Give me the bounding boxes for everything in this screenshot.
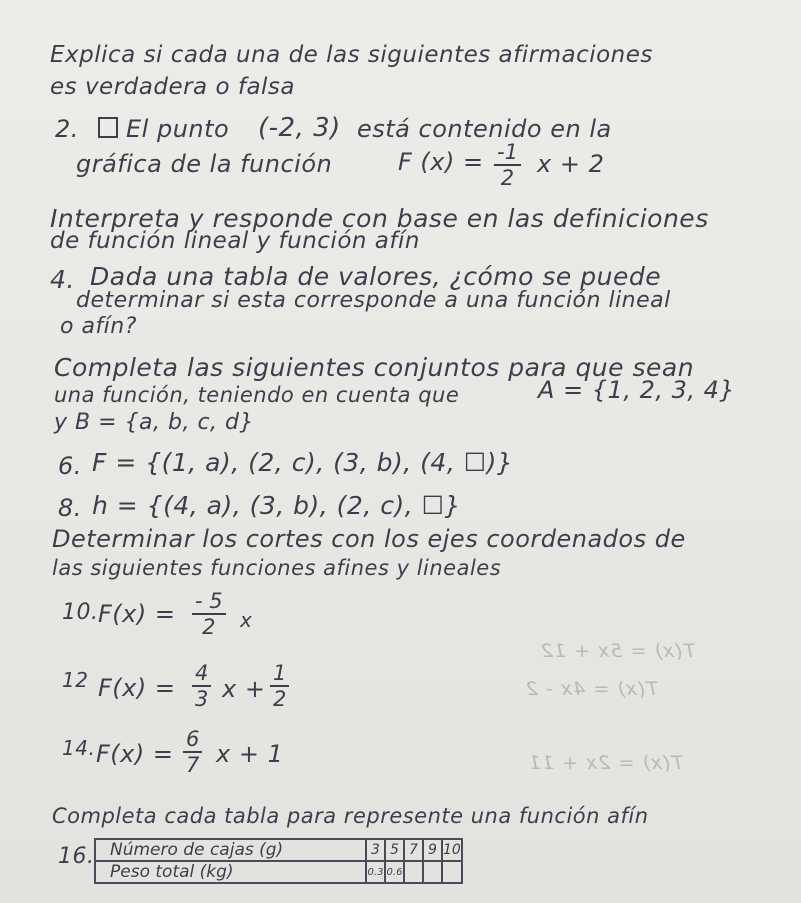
q10-fraction-den: 2 xyxy=(202,615,216,640)
q10-tail: x xyxy=(240,608,253,632)
q16-cell[interactable]: 3 xyxy=(366,839,385,861)
q12-lhs: F(x) = xyxy=(98,674,176,702)
q6-expression: F = {(1, a), (2, c), (3, b), (4, ☐)} xyxy=(92,448,514,477)
intro-line-1: Explica si cada una de las siguientes afirmaciones xyxy=(50,42,653,68)
q12-number: 12 xyxy=(62,668,89,692)
q2-fraction-den: 2 xyxy=(500,166,515,191)
q16-cell[interactable]: 10 xyxy=(442,839,462,861)
section3-line-1: Completa las siguientes conjuntos para que sean xyxy=(54,353,695,382)
q14-number: 14. xyxy=(62,736,96,760)
q14-tail: x + 1 xyxy=(216,740,284,768)
q12-fraction-1-den: 3 xyxy=(195,687,209,712)
q10-number: 10. xyxy=(62,600,99,625)
set-b: y B = {a, b, c, d} xyxy=(54,410,254,435)
q16-cell[interactable] xyxy=(442,861,462,883)
intro-line-2: es verdadera o falsa xyxy=(50,74,296,100)
q16-cell[interactable]: 7 xyxy=(404,839,423,861)
q2-fraction-num: -1 xyxy=(497,140,518,164)
q16-cell[interactable] xyxy=(423,861,442,883)
q8-expression: h = {(4, a), (3, b), (2, c), ☐} xyxy=(92,491,461,520)
q2-text-a: El punto xyxy=(126,115,230,143)
q2-fraction xyxy=(494,141,521,189)
q4-line-3: o afín? xyxy=(60,314,137,339)
q2-number: 2. xyxy=(55,115,79,143)
set-a: A = {1, 2, 3, 4} xyxy=(538,376,736,404)
q12-mid: x + xyxy=(222,675,266,703)
q2-tail: x + 2 xyxy=(537,150,605,178)
bleed-through-text: T(x) = 4x - 2 xyxy=(525,678,659,700)
q4-line-2: determinar si esta corresponde a una función lineal xyxy=(76,288,671,313)
bleed-through-text: T(x) = 5x + 12 xyxy=(540,640,696,662)
q2-text-b: está contenido en la xyxy=(357,115,612,143)
q16-cell[interactable] xyxy=(404,861,423,883)
q16-cell[interactable]: 0.6 xyxy=(385,861,404,883)
table-row xyxy=(95,861,462,883)
section4-line-2: las siguientes funciones afines y lineales xyxy=(52,556,502,580)
q4-line-1: Dada una tabla de valores, ¿cómo se puede xyxy=(90,262,662,291)
q10-lhs: F(x) = xyxy=(98,600,176,628)
q16-cell[interactable]: 0.3 xyxy=(366,861,385,883)
q10-fraction xyxy=(192,590,226,638)
section5-heading: Completa cada tabla para represente una función afín xyxy=(52,804,649,828)
q16-row2-label: Peso total (kg) xyxy=(95,861,366,883)
q8-number: 8. xyxy=(58,494,82,522)
q14-fraction-den: 7 xyxy=(186,753,200,778)
section2-line-2: de función lineal y función afín xyxy=(50,228,420,254)
q12-fraction-2 xyxy=(270,662,289,710)
q2-function: F (x) = xyxy=(398,148,484,176)
q12-fraction-2-num: 1 xyxy=(273,661,287,685)
q14-fraction-num: 6 xyxy=(186,727,200,751)
q14-fraction xyxy=(183,728,202,776)
q2-text-c: gráfica de la función xyxy=(76,150,333,178)
q16-number: 16. xyxy=(58,844,95,869)
q12-fraction-2-den: 2 xyxy=(273,687,287,712)
q16-row1-label: Número de cajas (g) xyxy=(95,839,366,861)
q12-fraction-1 xyxy=(192,662,211,710)
q10-fraction-num: - 5 xyxy=(195,589,223,613)
q14-lhs: F(x) = xyxy=(96,740,174,768)
q4-number: 4. xyxy=(50,265,75,294)
section3-line-2: una función, teniendo en cuenta que xyxy=(54,383,460,407)
bleed-through-text: T(x) = 2x + 11 xyxy=(528,752,684,774)
section2-line-1: Interpreta y responde con base en las definiciones xyxy=(50,204,709,233)
q16-cell[interactable]: 9 xyxy=(423,839,442,861)
q12-fraction-1-num: 4 xyxy=(195,661,209,685)
q2-point: (-2, 3) xyxy=(258,113,341,143)
table-row xyxy=(95,839,462,861)
section4-line-1: Determinar los cortes con los ejes coordenados de xyxy=(52,525,686,553)
q16-table xyxy=(94,838,463,884)
q2-answer-checkbox[interactable] xyxy=(98,117,118,138)
q6-number: 6. xyxy=(58,452,82,480)
q16-cell[interactable]: 5 xyxy=(385,839,404,861)
